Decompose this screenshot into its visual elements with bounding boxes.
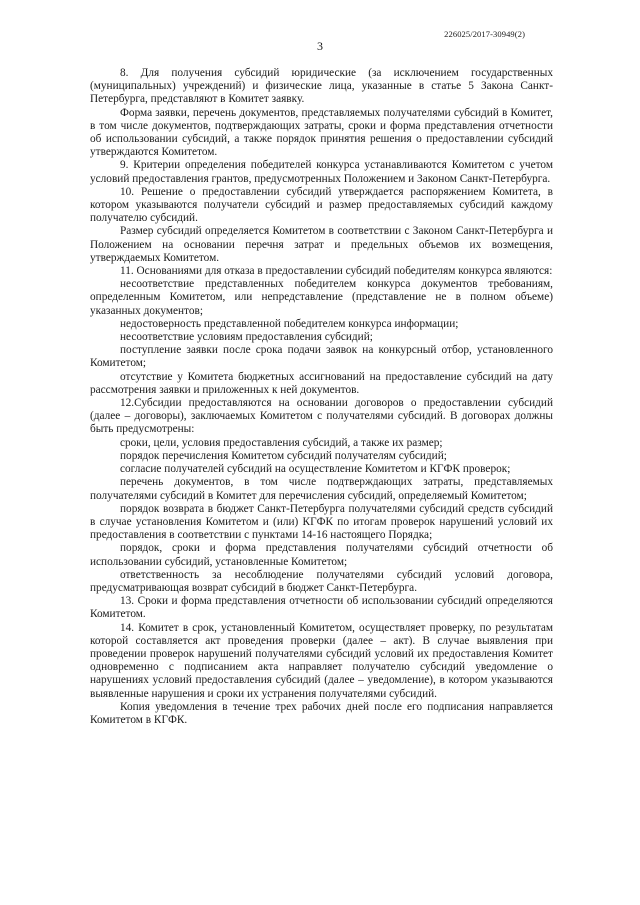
paragraph: ответственность за несоблюдение получателями субсидий условий договора, предусматривающая возврат субсидий в бюджет Санкт-Петербурга. [90,568,553,594]
paragraph: порядок перечисления Комитетом субсидий получателям субсидий; [120,449,447,462]
paragraph: 12.Субсидии предоставляются на основании договоров о предоставлении субсидий (далее – договоры), заключаемых Комитетом с получателями субсидий. В договорах должны быть предусмотрены: [90,397,553,436]
paragraph: несоответствие условиям предоставления субсидий; [120,331,373,344]
paragraph: порядок возврата в бюджет Санкт-Петербурга получателями субсидий средств субсидий в случае установления Комитетом и (или) КГФК по итогам проверок нарушений условий их предоставления в соответствии с пунктами 14-16 настоящего Порядка; [90,502,553,542]
paragraph: Форма заявки, перечень документов, представляемых получателями субсидий в Комитет, в том числе документов, подтверждающих затраты, сроки и форма представления отчетности об использовании субсидий, а также порядок принятия решения о предоставлении субсидий утверждаются Комитетом. [90,106,553,159]
paragraph: 11. Основаниями для отказа в предоставлении субсидий победителям конкурса являются: [120,265,553,278]
paragraph: сроки, цели, условия предоставления субсидий, а также их размер; [120,436,443,449]
paragraph: порядок, сроки и форма представления получателями субсидий отчетности об использовании субсидий, установленные Комитетом; [90,542,553,568]
paragraph: Размер субсидий определяется Комитетом в соответствии с Законом Санкт-Петербурга и Положением на основании перечня затрат и предельных объемов их возмещения, утверждаемых Комитетом. [90,225,553,264]
paragraph: 13. Сроки и форма представления отчетности об использовании субсидий определяются Комитетом. [90,595,553,621]
paragraph: 9. Критерии определения победителей конкурса устанавливаются Комитетом с учетом условий предоставления грантов, предусмотренных Положением и Законом Санкт-Петербурга. [90,159,553,185]
paragraph: 14. Комитет в срок, установленный Комитетом, осуществляет проверку, по результатам которой составляется акт проведения проверки (далее – акт). В случае выявления при проведении проверок нарушений получателями субсидий условий их предоставления Комитет одновременно с подписанием акта направляет получателю субсидий уведомление о нарушениях условий предоставления субсидий (далее – уведомление), в котором указываются выявленные нарушения и сроки их устранения получателями субсидий. [90,621,553,700]
paragraph: несоответствие представленных победителем конкурса документов требованиям, определенным Комитетом, или непредставление (представление не в полном объеме) указанных документов; [90,278,553,317]
page-number: 3 [317,39,323,53]
paragraph: согласие получателей субсидий на осуществление Комитетом и КГФК проверок; [120,463,511,476]
paragraph: поступление заявки после срока подачи заявок на конкурсный отбор, установленного Комитетом; [90,344,553,370]
document-id: 226025/2017-30949(2) [444,29,525,39]
paragraph: Копия уведомления в течение трех рабочих дней после его подписания направляется Комитетом в КГФК. [90,700,553,726]
paragraph: перечень документов, в том числе подтверждающих затраты, представляемых получателями субсидий в Комитет для перечисления субсидий, определяемый Комитетом; [90,476,553,502]
paragraph: отсутствие у Комитета бюджетных ассигнований на предоставление субсидий на дату рассмотрения заявки и приложенных к ней документов. [90,370,553,396]
paragraph: недостоверность представленной победителем конкурса информации; [120,317,459,330]
paragraph: 10. Решение о предоставлении субсидий утверждается распоряжением Комитета, в котором указываются получатели субсидий и размер предоставляемых субсидий каждому получателю субсидий. [90,185,553,225]
document-body [90,67,553,727]
paragraph: 8. Для получения субсидий юридические (за исключением государственных (муниципальных) учреждений) и физические лица, указанные в статье 5 Закона Санкт-Петербурга, представляют в Комитет заявку. [90,67,553,106]
